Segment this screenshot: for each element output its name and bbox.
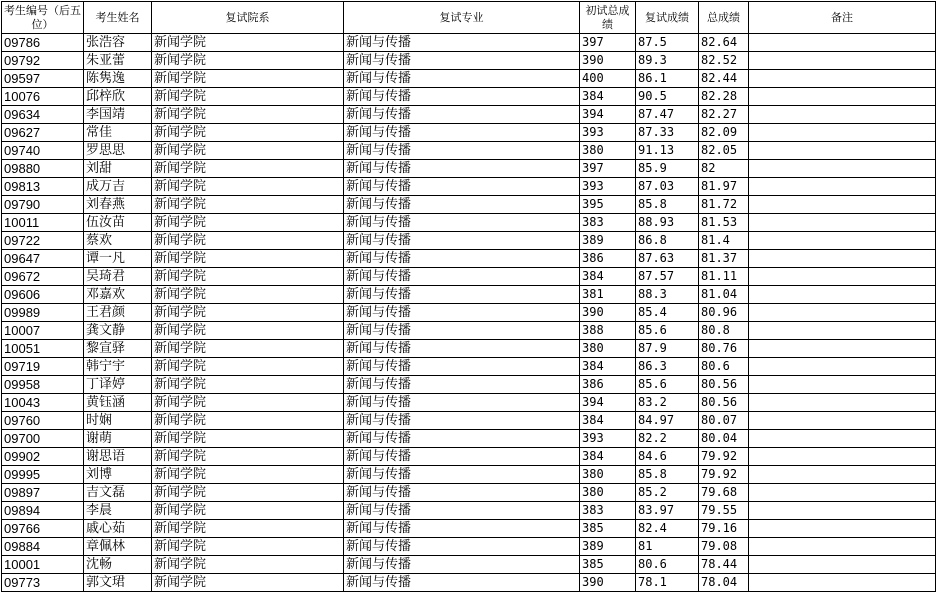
cell-retest-score: 78.1 [636,574,699,592]
cell-name: 黎宣驿 [84,340,152,358]
cell-note [749,322,936,340]
cell-note [749,268,936,286]
table-row [2,448,936,466]
cell-name: 邱梓欣 [84,88,152,106]
cell-dept: 新闻学院 [152,286,344,304]
cell-initial-score: 384 [580,268,636,286]
header-retest-score: 复试成绩 [636,2,699,34]
cell-dept: 新闻学院 [152,196,344,214]
cell-id: 09760 [2,412,84,430]
cell-name: 韩宁宇 [84,358,152,376]
cell-initial-score: 393 [580,178,636,196]
cell-total-score: 81.37 [699,250,749,268]
cell-dept: 新闻学院 [152,394,344,412]
cell-major: 新闻与传播 [344,376,580,394]
cell-initial-score: 383 [580,502,636,520]
table-row [2,286,936,304]
cell-dept: 新闻学院 [152,88,344,106]
cell-major: 新闻与传播 [344,538,580,556]
table-row [2,556,936,574]
cell-name: 李晨 [84,502,152,520]
cell-id: 09722 [2,232,84,250]
cell-note [749,196,936,214]
cell-name: 罗思思 [84,142,152,160]
header-note: 备注 [749,2,936,34]
cell-major: 新闻与传播 [344,232,580,250]
header-major: 复试专业 [344,2,580,34]
cell-id: 10051 [2,340,84,358]
cell-id: 09766 [2,520,84,538]
cell-major: 新闻与传播 [344,304,580,322]
cell-note [749,34,936,52]
cell-major: 新闻与传播 [344,430,580,448]
cell-retest-score: 87.5 [636,34,699,52]
cell-name: 郭文珺 [84,574,152,592]
cell-note [749,430,936,448]
cell-total-score: 80.07 [699,412,749,430]
cell-retest-score: 85.8 [636,466,699,484]
cell-total-score: 82.27 [699,106,749,124]
cell-name: 陈隽逸 [84,70,152,88]
cell-dept: 新闻学院 [152,160,344,178]
cell-initial-score: 380 [580,466,636,484]
cell-note [749,52,936,70]
cell-retest-score: 84.97 [636,412,699,430]
cell-note [749,142,936,160]
cell-name: 沈畅 [84,556,152,574]
cell-id: 09773 [2,574,84,592]
table-row [2,232,936,250]
cell-initial-score: 381 [580,286,636,304]
table-row [2,430,936,448]
cell-dept: 新闻学院 [152,142,344,160]
table-row [2,106,936,124]
cell-id: 09813 [2,178,84,196]
cell-dept: 新闻学院 [152,124,344,142]
cell-note [749,286,936,304]
cell-initial-score: 386 [580,376,636,394]
cell-total-score: 79.08 [699,538,749,556]
cell-major: 新闻与传播 [344,196,580,214]
table-row [2,34,936,52]
cell-dept: 新闻学院 [152,52,344,70]
table-row [2,178,936,196]
cell-id: 09897 [2,484,84,502]
cell-name: 戚心茹 [84,520,152,538]
cell-dept: 新闻学院 [152,484,344,502]
cell-id: 09606 [2,286,84,304]
cell-note [749,466,936,484]
cell-dept: 新闻学院 [152,412,344,430]
cell-name: 时娴 [84,412,152,430]
cell-total-score: 80.56 [699,376,749,394]
cell-initial-score: 400 [580,70,636,88]
cell-note [749,232,936,250]
header-id: 考生编号（后五位） [2,2,84,34]
cell-id: 09958 [2,376,84,394]
cell-major: 新闻与传播 [344,448,580,466]
cell-total-score: 78.04 [699,574,749,592]
cell-total-score: 80.04 [699,430,749,448]
cell-initial-score: 383 [580,214,636,232]
cell-dept: 新闻学院 [152,538,344,556]
table-row [2,268,936,286]
cell-retest-score: 89.3 [636,52,699,70]
cell-total-score: 81.11 [699,268,749,286]
cell-initial-score: 389 [580,538,636,556]
cell-retest-score: 87.47 [636,106,699,124]
cell-dept: 新闻学院 [152,304,344,322]
cell-dept: 新闻学院 [152,448,344,466]
cell-note [749,88,936,106]
cell-retest-score: 83.2 [636,394,699,412]
cell-name: 刘春燕 [84,196,152,214]
cell-note [749,250,936,268]
cell-major: 新闻与传播 [344,268,580,286]
cell-dept: 新闻学院 [152,358,344,376]
cell-note [749,178,936,196]
cell-id: 09740 [2,142,84,160]
cell-retest-score: 85.2 [636,484,699,502]
cell-major: 新闻与传播 [344,178,580,196]
table-row [2,322,936,340]
cell-id: 10001 [2,556,84,574]
cell-initial-score: 388 [580,322,636,340]
cell-initial-score: 394 [580,106,636,124]
cell-name: 谢思语 [84,448,152,466]
cell-retest-score: 82.4 [636,520,699,538]
cell-dept: 新闻学院 [152,466,344,484]
cell-major: 新闻与传播 [344,214,580,232]
table-row [2,196,936,214]
cell-note [749,124,936,142]
cell-total-score: 79.92 [699,448,749,466]
cell-major: 新闻与传播 [344,160,580,178]
cell-retest-score: 86.1 [636,70,699,88]
cell-note [749,358,936,376]
cell-total-score: 81.53 [699,214,749,232]
header-row [2,2,936,34]
cell-total-score: 80.6 [699,358,749,376]
cell-note [749,160,936,178]
cell-total-score: 82.64 [699,34,749,52]
cell-dept: 新闻学院 [152,250,344,268]
cell-name: 龚文静 [84,322,152,340]
cell-note [749,448,936,466]
table-row [2,160,936,178]
cell-initial-score: 390 [580,52,636,70]
cell-id: 09884 [2,538,84,556]
cell-dept: 新闻学院 [152,520,344,538]
cell-name: 常佳 [84,124,152,142]
cell-initial-score: 397 [580,160,636,178]
cell-total-score: 81.97 [699,178,749,196]
cell-major: 新闻与传播 [344,556,580,574]
cell-note [749,340,936,358]
cell-total-score: 82.44 [699,70,749,88]
cell-id: 09894 [2,502,84,520]
cell-id: 10076 [2,88,84,106]
cell-dept: 新闻学院 [152,34,344,52]
cell-initial-score: 390 [580,574,636,592]
cell-initial-score: 384 [580,88,636,106]
cell-total-score: 81.4 [699,232,749,250]
table-row [2,538,936,556]
cell-dept: 新闻学院 [152,70,344,88]
cell-retest-score: 86.8 [636,232,699,250]
cell-major: 新闻与传播 [344,124,580,142]
cell-initial-score: 393 [580,430,636,448]
cell-id: 09880 [2,160,84,178]
table-row [2,466,936,484]
cell-name: 邓嘉欢 [84,286,152,304]
cell-retest-score: 90.5 [636,88,699,106]
cell-id: 09634 [2,106,84,124]
table-row [2,412,936,430]
table-row [2,124,936,142]
cell-retest-score: 85.9 [636,160,699,178]
cell-total-score: 79.68 [699,484,749,502]
cell-id: 09995 [2,466,84,484]
cell-total-score: 82 [699,160,749,178]
cell-note [749,394,936,412]
table-row [2,394,936,412]
cell-major: 新闻与传播 [344,250,580,268]
cell-initial-score: 394 [580,394,636,412]
cell-initial-score: 390 [580,304,636,322]
cell-major: 新闻与传播 [344,106,580,124]
cell-id: 10043 [2,394,84,412]
cell-retest-score: 82.2 [636,430,699,448]
cell-id: 09989 [2,304,84,322]
cell-note [749,538,936,556]
cell-name: 章佩林 [84,538,152,556]
cell-dept: 新闻学院 [152,232,344,250]
cell-note [749,484,936,502]
cell-initial-score: 385 [580,520,636,538]
cell-note [749,70,936,88]
cell-major: 新闻与传播 [344,358,580,376]
cell-retest-score: 85.6 [636,376,699,394]
cell-initial-score: 384 [580,412,636,430]
cell-retest-score: 83.97 [636,502,699,520]
cell-dept: 新闻学院 [152,556,344,574]
cell-major: 新闻与传播 [344,466,580,484]
cell-retest-score: 86.3 [636,358,699,376]
cell-note [749,520,936,538]
cell-name: 伍汝苗 [84,214,152,232]
cell-id: 09647 [2,250,84,268]
cell-major: 新闻与传播 [344,340,580,358]
cell-retest-score: 85.4 [636,304,699,322]
cell-major: 新闻与传播 [344,34,580,52]
cell-note [749,214,936,232]
cell-initial-score: 395 [580,196,636,214]
cell-id: 10011 [2,214,84,232]
cell-total-score: 81.72 [699,196,749,214]
cell-total-score: 80.8 [699,322,749,340]
cell-retest-score: 87.63 [636,250,699,268]
cell-major: 新闻与传播 [344,52,580,70]
cell-dept: 新闻学院 [152,106,344,124]
cell-note [749,304,936,322]
cell-major: 新闻与传播 [344,412,580,430]
cell-initial-score: 397 [580,34,636,52]
cell-dept: 新闻学院 [152,340,344,358]
table-row [2,340,936,358]
cell-total-score: 79.16 [699,520,749,538]
cell-dept: 新闻学院 [152,574,344,592]
cell-retest-score: 84.6 [636,448,699,466]
cell-id: 10007 [2,322,84,340]
header-total-score: 总成绩 [699,2,749,34]
table-row [2,502,936,520]
cell-initial-score: 384 [580,448,636,466]
cell-name: 谭一凡 [84,250,152,268]
cell-note [749,502,936,520]
cell-retest-score: 85.8 [636,196,699,214]
cell-id: 09597 [2,70,84,88]
table-row [2,376,936,394]
cell-retest-score: 88.3 [636,286,699,304]
cell-dept: 新闻学院 [152,502,344,520]
cell-major: 新闻与传播 [344,70,580,88]
cell-major: 新闻与传播 [344,142,580,160]
table-row [2,304,936,322]
cell-total-score: 79.92 [699,466,749,484]
header-initial-score: 初试总成绩 [580,2,636,34]
cell-id: 09627 [2,124,84,142]
cell-id: 09786 [2,34,84,52]
cell-total-score: 82.28 [699,88,749,106]
cell-total-score: 78.44 [699,556,749,574]
cell-major: 新闻与传播 [344,88,580,106]
cell-major: 新闻与传播 [344,502,580,520]
table-row [2,520,936,538]
table-row [2,52,936,70]
cell-name: 王君颜 [84,304,152,322]
cell-dept: 新闻学院 [152,430,344,448]
cell-name: 黄钰涵 [84,394,152,412]
table-row [2,88,936,106]
cell-initial-score: 380 [580,142,636,160]
cell-initial-score: 380 [580,484,636,502]
cell-retest-score: 87.9 [636,340,699,358]
cell-note [749,106,936,124]
cell-name: 张浩容 [84,34,152,52]
cell-initial-score: 389 [580,232,636,250]
table-row [2,484,936,502]
cell-total-score: 79.55 [699,502,749,520]
cell-id: 09700 [2,430,84,448]
table-row [2,214,936,232]
cell-note [749,412,936,430]
cell-name: 丁译婷 [84,376,152,394]
table-row [2,358,936,376]
table-body [2,34,936,592]
table-row [2,250,936,268]
cell-major: 新闻与传播 [344,574,580,592]
table-row [2,70,936,88]
cell-dept: 新闻学院 [152,178,344,196]
table-row [2,574,936,592]
cell-dept: 新闻学院 [152,268,344,286]
cell-initial-score: 384 [580,358,636,376]
cell-id: 09790 [2,196,84,214]
cell-retest-score: 88.93 [636,214,699,232]
cell-total-score: 82.52 [699,52,749,70]
cell-retest-score: 85.6 [636,322,699,340]
cell-note [749,376,936,394]
cell-total-score: 80.76 [699,340,749,358]
cell-retest-score: 91.13 [636,142,699,160]
cell-name: 李国靖 [84,106,152,124]
cell-major: 新闻与传播 [344,484,580,502]
cell-major: 新闻与传播 [344,394,580,412]
cell-major: 新闻与传播 [344,286,580,304]
cell-note [749,556,936,574]
cell-dept: 新闻学院 [152,376,344,394]
cell-dept: 新闻学院 [152,214,344,232]
cell-total-score: 82.09 [699,124,749,142]
cell-total-score: 82.05 [699,142,749,160]
cell-name: 成万吉 [84,178,152,196]
cell-retest-score: 87.03 [636,178,699,196]
cell-note [749,574,936,592]
cell-name: 蔡欢 [84,232,152,250]
cell-total-score: 81.04 [699,286,749,304]
cell-retest-score: 80.6 [636,556,699,574]
cell-id: 09792 [2,52,84,70]
cell-id: 09719 [2,358,84,376]
cell-name: 谢萌 [84,430,152,448]
cell-initial-score: 393 [580,124,636,142]
cell-major: 新闻与传播 [344,520,580,538]
cell-total-score: 80.96 [699,304,749,322]
cell-dept: 新闻学院 [152,322,344,340]
cell-retest-score: 87.33 [636,124,699,142]
cell-initial-score: 385 [580,556,636,574]
cell-id: 09672 [2,268,84,286]
cell-retest-score: 81 [636,538,699,556]
cell-name: 吴琦君 [84,268,152,286]
score-table [1,1,936,592]
cell-total-score: 80.56 [699,394,749,412]
cell-name: 刘博 [84,466,152,484]
cell-name: 朱亚蕾 [84,52,152,70]
table-row [2,142,936,160]
header-name: 考生姓名 [84,2,152,34]
cell-retest-score: 87.57 [636,268,699,286]
cell-major: 新闻与传播 [344,322,580,340]
header-dept: 复试院系 [152,2,344,34]
cell-initial-score: 380 [580,340,636,358]
cell-initial-score: 386 [580,250,636,268]
cell-name: 吉文磊 [84,484,152,502]
cell-id: 09902 [2,448,84,466]
cell-name: 刘甜 [84,160,152,178]
